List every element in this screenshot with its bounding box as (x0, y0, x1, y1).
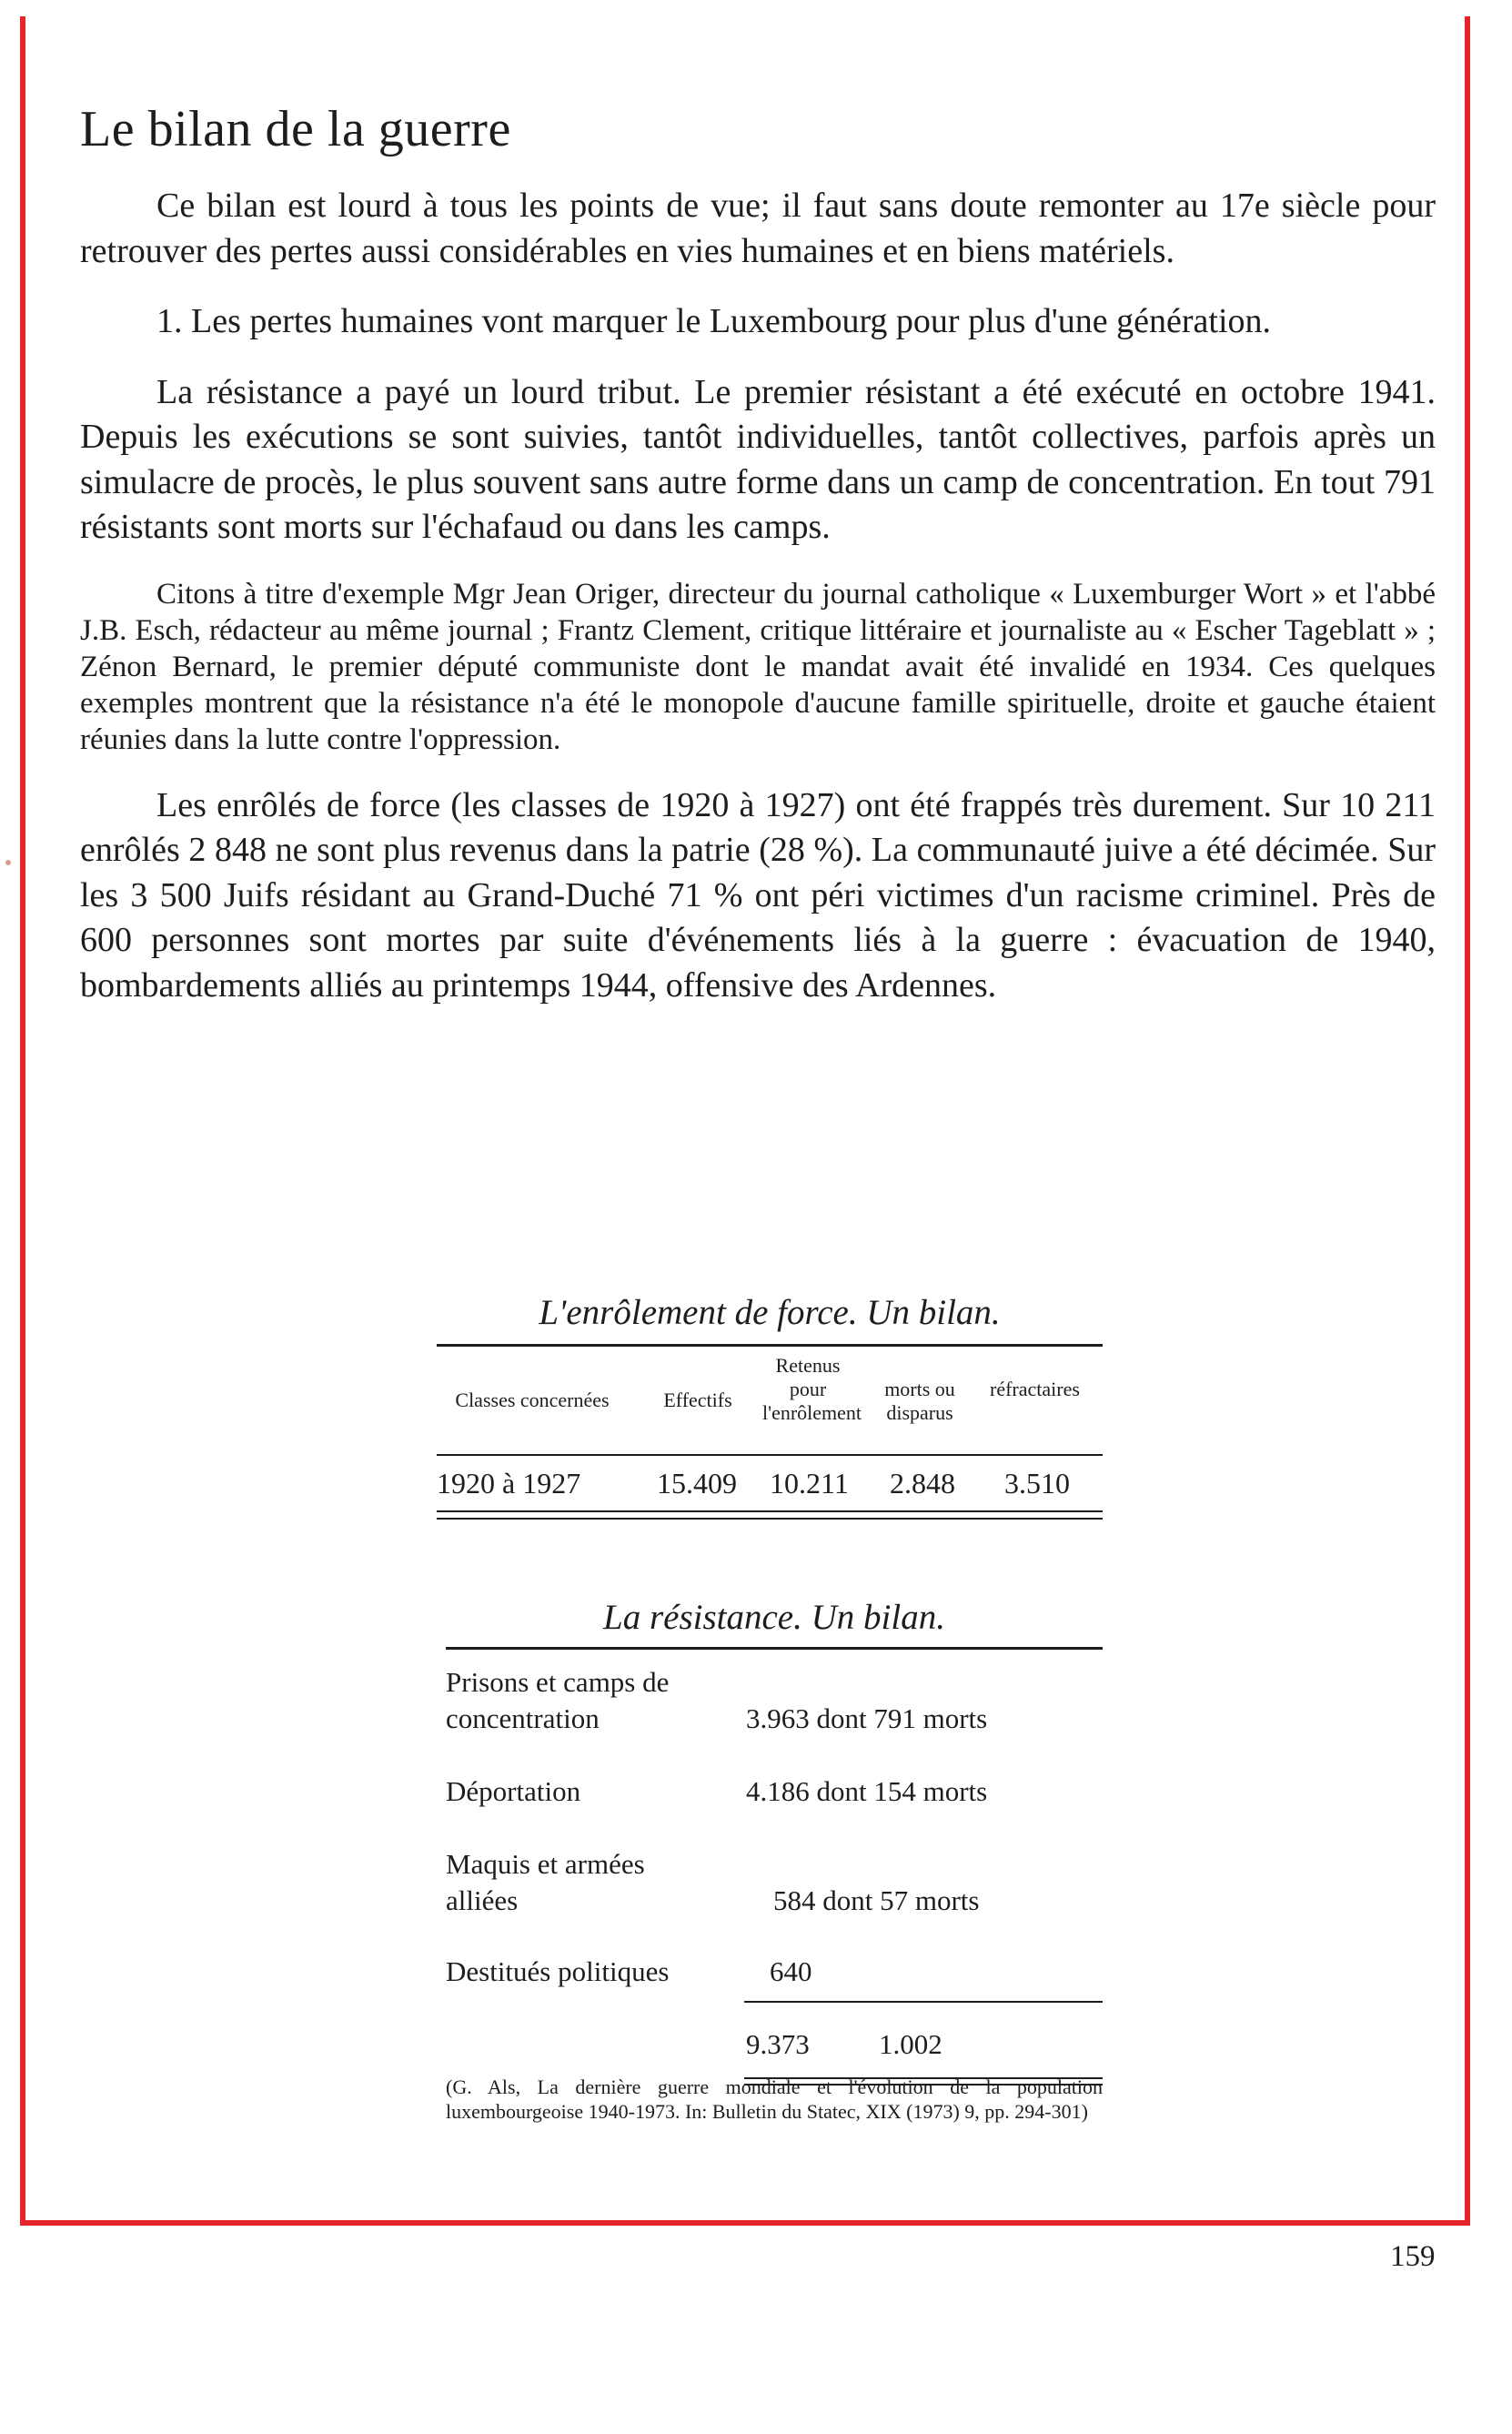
cell-retenus: 10.211 (770, 1467, 849, 1500)
row-label-maquis: Maquis et armées alliées (446, 1848, 645, 1916)
table-header (437, 1347, 1103, 1454)
row-value-destitues: 640 (770, 1955, 812, 1987)
header-classes: Classes concernées (455, 1389, 610, 1411)
table-rule (437, 1510, 1103, 1512)
source-citation: (G. Als, La dernière guerre mondiale et l'évolution de la population luxembourgeoise 1940-1973. In: Bulletin du Statec, XIX (1973) 9, pp. 294-301) (446, 2075, 1103, 2123)
paragraph-resistance: La résistance a payé un lourd tribut. Le premier résistant a été exécuté en octobre 1941. Depuis les exécutions se sont suivies, tantôt individuelles, tantôt collectives, parfois après un simulacre de procès, le plus souvent sans autre forme dans un camp de concentration. En tout 791 résistants sont morts sur l'échafaud ou dans les camps. (80, 372, 1436, 546)
cell-refractaires: 3.510 (1004, 1467, 1070, 1500)
table-rule (437, 1518, 1103, 1520)
cell-classes: 1920 à 1927 (437, 1467, 581, 1500)
table-enrolement-title: L'enrôlement de force. Un bilan. (539, 1293, 1001, 1332)
table-body (446, 1650, 1103, 2077)
row-label-deportation: Déportation (446, 1775, 581, 1807)
total-morts: 1.002 (879, 2028, 942, 2060)
row-value-deportation: 4.186 dont 154 morts (746, 1775, 988, 1807)
article (80, 100, 1436, 1034)
sum-rule (744, 2001, 1103, 2003)
paragraph-human-losses: 1. Les pertes humaines vont marquer le Luxembourg pour plus d'une génération. (156, 302, 1271, 340)
page-title: Le bilan de la guerre (80, 101, 511, 157)
total-value: 9.373 (746, 2028, 810, 2060)
paragraph-conscripts: Les enrôlés de force (les classes de 1920 à 1927) ont été frappés très durement. Sur 10 211 enrôlés 2 848 ne sont plus revenus dans la patrie (28 %). La communauté juive a été décimée. Sur les 3 500 Juifs résidant au Grand-Duché 71 % ont péri victimes d'un racisme criminel. Près de 600 personnes sont mortes par suite d'événements liés à la guerre : évacuation de 1940, bombardements alliés au printemps 1944, offensive des Ardennes. (80, 785, 1436, 1005)
header-retenus: Retenus pour l'enrôlement (762, 1354, 862, 1424)
table-resistance-title: La résistance. Un bilan. (603, 1598, 945, 1637)
paragraph-intro: Ce bilan est lourd à tous les points de vue; il faut sans doute remonter au 17e siècle pour retrouver des pertes aussi considérables en vies humaines et en biens matériels. (80, 187, 1436, 270)
row-label-destitues: Destitués politiques (446, 1955, 670, 1987)
paragraph-examples: Citons à titre d'exemple Mgr Jean Origer, directeur du journal catholique « Luxemburger Wort » et l'abbé J.B. Esch, rédacteur au même journal ; Frantz Clement, critique littéraire et journaliste au « Escher Tageblatt » ; Zénon Bernard, le premier député communiste dont le mandat avait été invalidé en 1934. Ces quelques exemples montrent que la résistance n'a été le monopole d'aucune famille spirituelle, droite et gauche étaient réunies dans la lutte contre l'oppression. (80, 577, 1436, 756)
page-number: 159 (1390, 2240, 1436, 2273)
cell-morts: 2.848 (890, 1467, 955, 1500)
header-morts: morts ou disparus (884, 1378, 955, 1424)
header-effectifs: Effectifs (663, 1389, 732, 1411)
header-refractaires: réfractaires (990, 1378, 1080, 1400)
table-enrolement (437, 1292, 1103, 1520)
margin-stain (5, 860, 11, 865)
row-value-maquis: 584 dont 57 morts (773, 1884, 980, 1916)
row-label-prisons: Prisons et camps de concentration (446, 1666, 670, 1734)
cell-effectifs: 15.409 (657, 1467, 737, 1500)
row-value-prisons: 3.963 dont 791 morts (746, 1702, 988, 1734)
table-row (437, 1456, 1103, 1510)
table-resistance (446, 1597, 1103, 2086)
